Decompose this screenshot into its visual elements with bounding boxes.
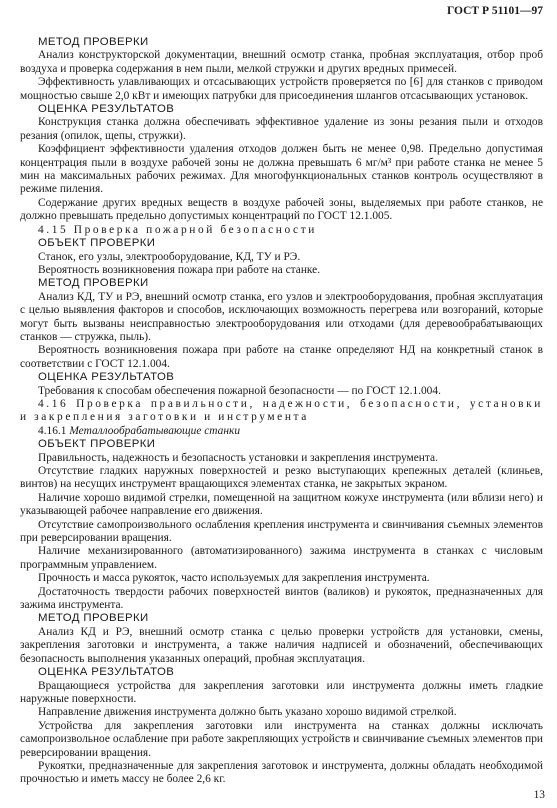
section-heading: ОБЪЕКТ ПРОВЕРКИ [38, 438, 156, 451]
paragraph: Вероятность возникновения пожара при работе на станке. [38, 263, 321, 276]
document-body [20, 36, 543, 787]
paragraph: Коэффициент эффективности удаления отходов должен быть не менее 0,98. Предельно допустимая концентрация пыли в воздухе рабочей зоны не должна превышать 6 мг/м³ при работе станка не менее 5 мин на максимальных рабочих режимах. Для многофункциональных станков контроль осуществляют в режиме пиления. [20, 143, 543, 196]
subclause-number: 4.16.1 [38, 424, 67, 437]
clause-title: 4.15 Проверка пожарной безопасности [38, 223, 317, 236]
paragraph: Правильность, надежность и безопасность установки и закрепления инструмента. [38, 451, 438, 464]
paragraph: Эффективность улавливающих и отсасывающих устройств проверяется по [6] для станков с приводом мощностью свыше 2,0 кВт и имеющих патрубки для присоединения шлангов отсасывающих установок. [20, 76, 543, 102]
paragraph: Устройства для закрепления заготовки или инструмента на станках должны исключать самопроизвольное ослабление при работе закрепляющих устройств и свинчивание съемных элементов при реверсировании вращения. [20, 719, 543, 759]
paragraph: Конструкция станка должна обеспечивать эффективное удаление из зоны резания пыли и отходов резания (опилок, щепы, стружки). [20, 116, 543, 142]
section-heading: ОЦЕНКА РЕЗУЛЬТАТОВ [38, 666, 175, 679]
subclause-name: Металлообрабатывающие станки [69, 424, 241, 437]
paragraph: Отсутствие самопроизвольного ослабления крепления инструмента и свинчивания съемных элементов при реверсировании вращения. [20, 518, 543, 545]
paragraph: Анализ КД, ТУ и РЭ, внешний осмотр станка, его узлов и электрооборудования, пробная эксплуатация с целью выявления факторов и способов, исключающих возможность перегрева или возгораний, которые могут быть вызваны неисправностью электрооборудования или отходами (для деревообрабатывающих станков — стружка, пыль). [20, 290, 543, 343]
paragraph: Анализ КД и РЭ, внешний осмотр станка с целью проверки устройств для установки, смены, закрепления заготовки и инструмента, а также наличия надписей и обозначений, обеспечивающих безопасность выполнения указанных операций, пробная эксплуатация. [20, 625, 543, 665]
subclause-title [20, 425, 543, 438]
paragraph: Анализ конструкторской документации, внешний осмотр станка, пробная эксплуатация, отбор проб воздуха и проверка содержания в нем пыли, мелкой стружки и других вредных примесей. [20, 49, 543, 75]
paragraph: Содержание других вредных веществ в воздухе рабочей зоны, выделяемых при работе станков, не должно превышать предельно допустимых концентраций по ГОСТ 12.1.005. [20, 196, 543, 223]
paragraph: Требования к способам обеспечения пожарной безопасности — по ГОСТ 12.1.004. [38, 384, 441, 397]
paragraph: Вращающиеся устройства для закрепления заготовки или инструмента должны иметь гладкие наружные поверхности. [20, 679, 543, 705]
standard-header: ГОСТ Р 51101—97 [447, 5, 543, 17]
paragraph: Отсутствие гладких наружных поверхностей и резко выступающих крепежных деталей (клиньев, винтов) на несущих инструмент вращающихся элементах станка, не закрытых экраном. [20, 465, 543, 491]
section-heading: МЕТОД ПРОВЕРКИ [38, 277, 149, 290]
paragraph: Направление движения инструмента должно быть указано хорошо видимой стрелкой. [38, 706, 457, 719]
paragraph: Рукоятки, предназначенные для закрепления заготовок и инструмента, должны обладать необходимой прочностью и иметь массу не более 2,6 кг. [20, 759, 543, 786]
paragraph: Наличие механизированного (автоматизированного) зажима инструмента в станках с числовым программным управлением. [20, 545, 543, 571]
paragraph: Прочность и масса рукояток, часто используемых для закрепления инструмента. [38, 572, 430, 585]
section-heading: ОБЪЕКТ ПРОВЕРКИ [38, 237, 156, 250]
section-heading: ОЦЕНКА РЕЗУЛЬТАТОВ [38, 103, 175, 116]
clause-title: 4.16 Проверка правильности, надежности, безопасности, установки и закрепления заготовки и инструмента [20, 397, 543, 424]
page-number: 13 [533, 788, 545, 801]
section-heading: ОЦЕНКА РЕЗУЛЬТАТОВ [38, 371, 175, 384]
paragraph: Вероятность возникновения пожара при работе на станке определяют НД на конкретный станок в соответствии с ГОСТ 12.1.004. [20, 344, 543, 370]
paragraph: Достаточность твердости рабочих поверхностей винтов (валиков) и рукояток, предназначенных для зажима инструмента. [20, 585, 543, 612]
paragraph: Станок, его узлы, электрооборудование, КД, ТУ и РЭ. [38, 250, 301, 263]
section-heading: МЕТОД ПРОВЕРКИ [38, 36, 149, 48]
paragraph: Наличие хорошо видимой стрелки, помещенной на защитном кожухе инструмента (или вблизи него) и указывающей рабочее направление его движения. [20, 491, 543, 518]
section-heading: МЕТОД ПРОВЕРКИ [38, 612, 149, 625]
